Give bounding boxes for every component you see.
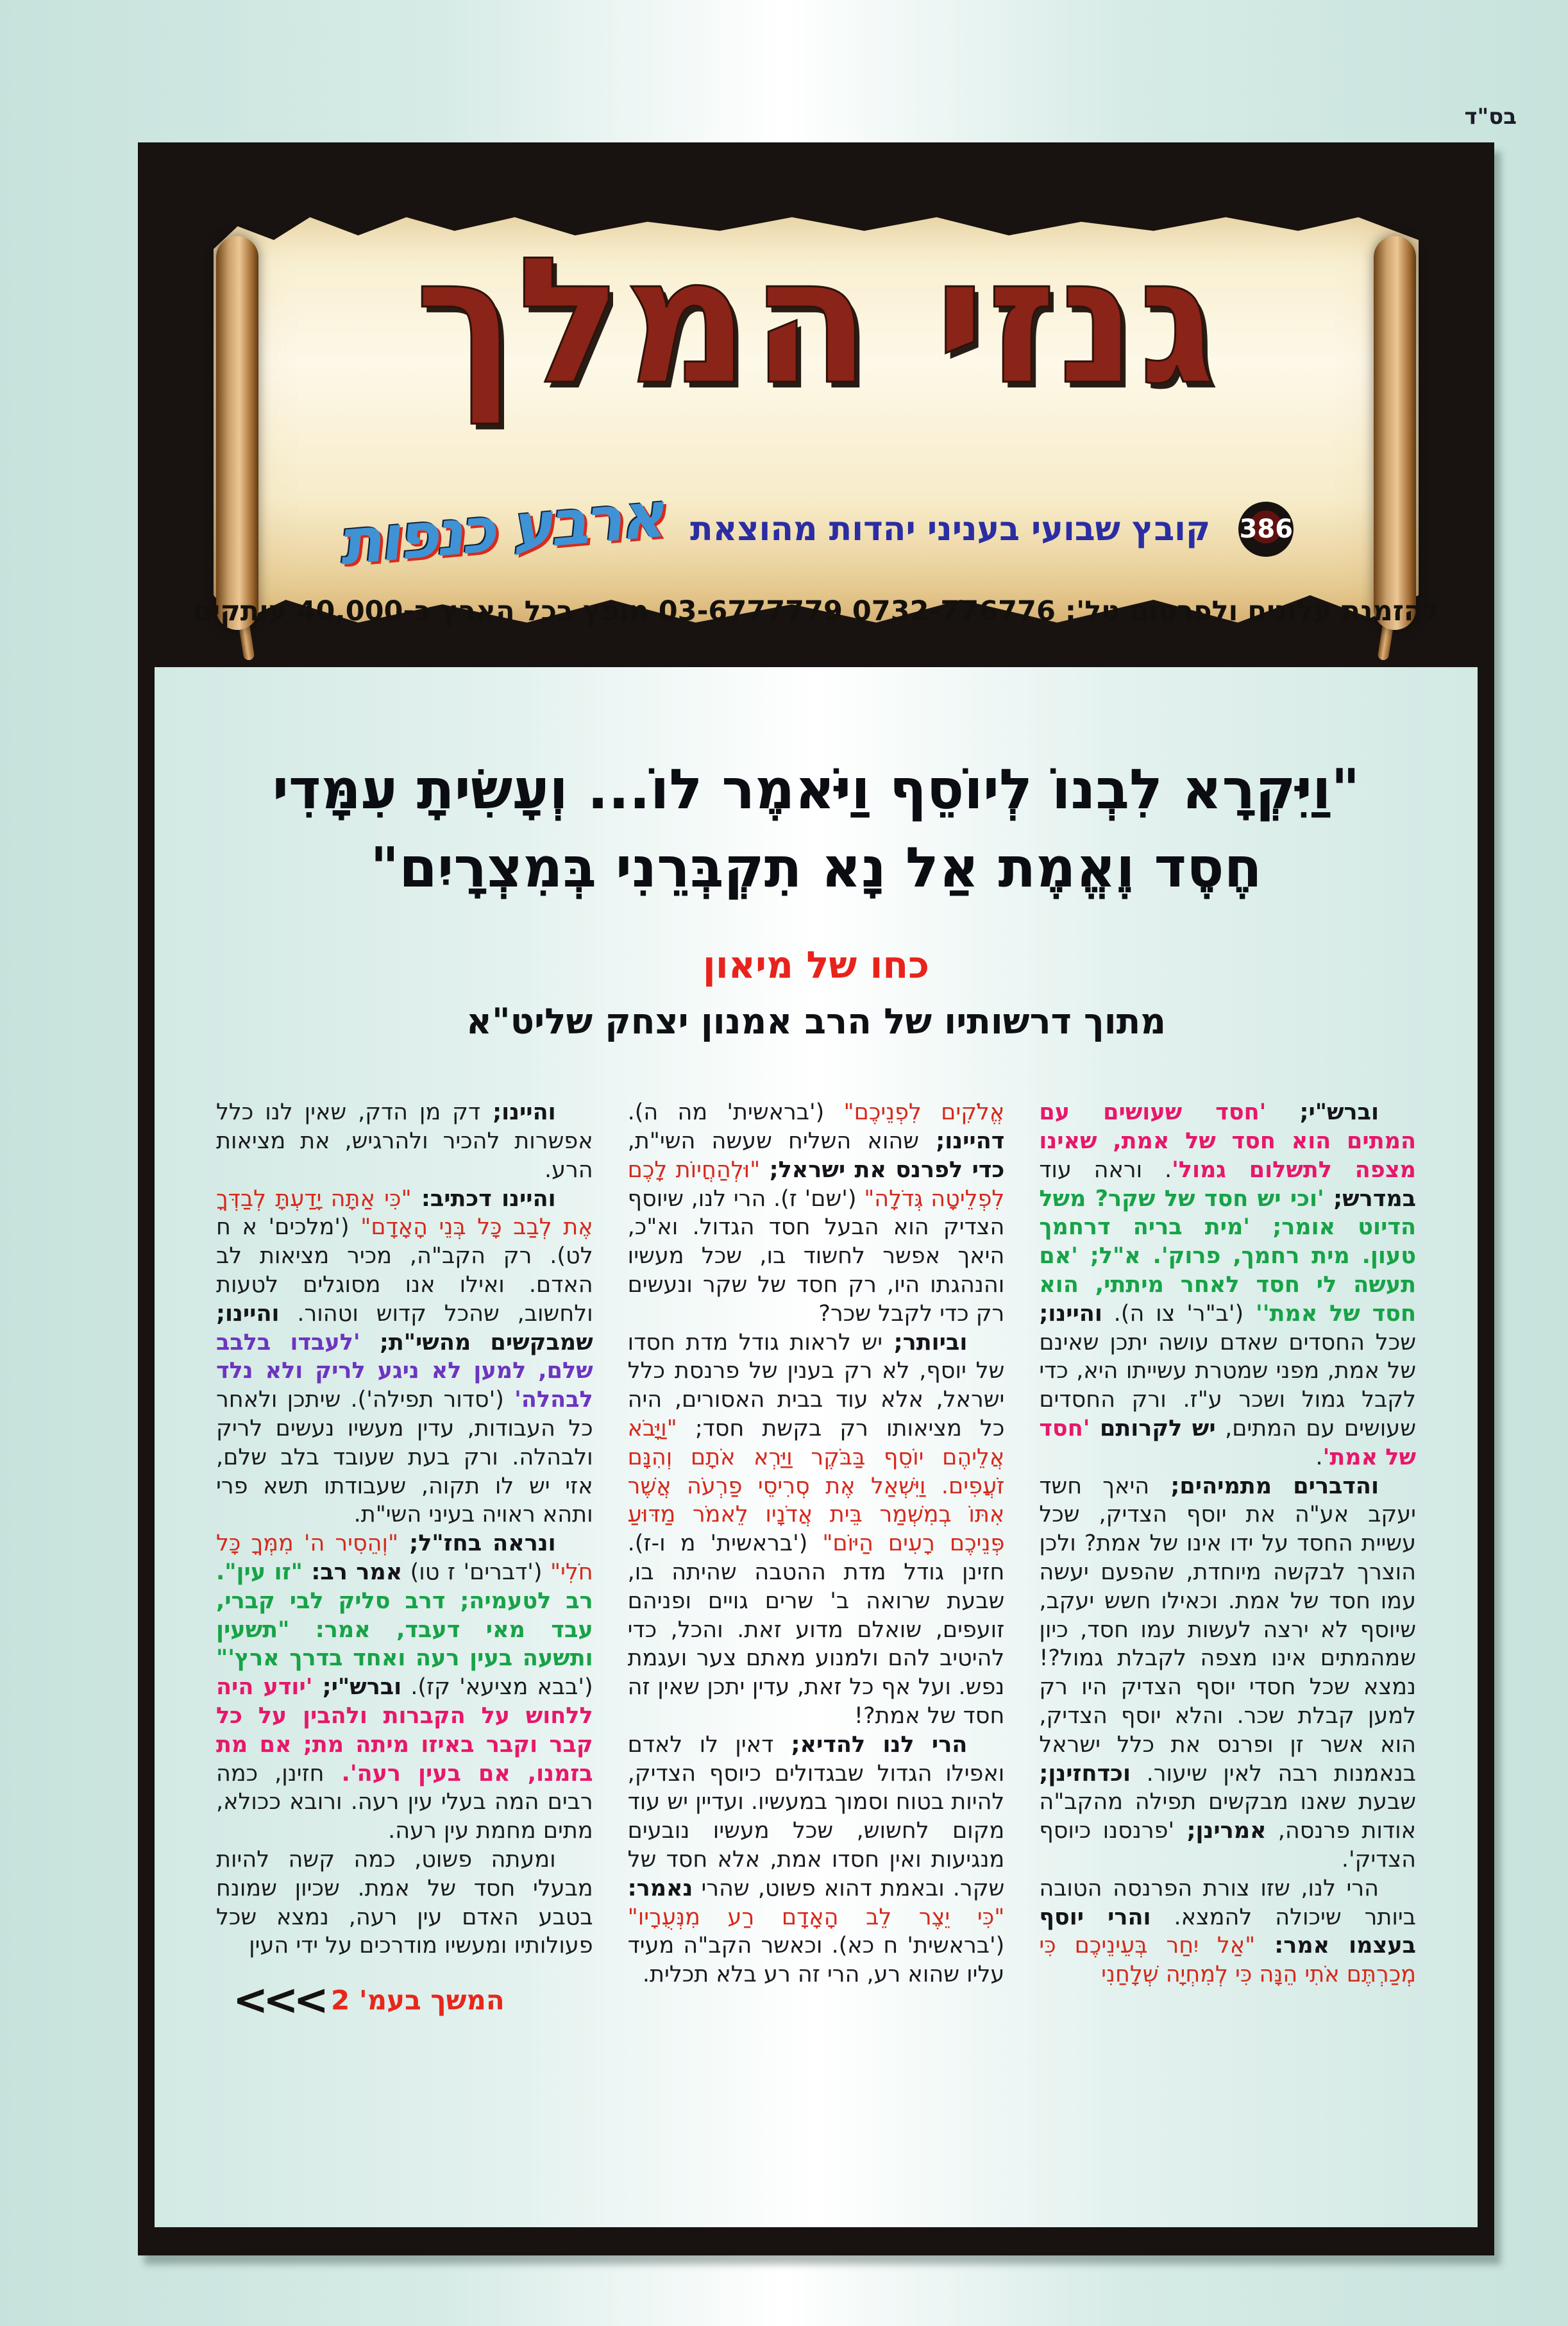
text-run: וביותר; [882,1329,968,1355]
text-run: דהיינו; [919,1128,1005,1155]
text-run: "זו עין". רב לטעמיה; דרב סליק לבי קברי, עבד מאי דעבד, אמר: "תשעין ותשעה בעין רעה ואחד בדרך ארץ'" [215,1559,593,1672]
text-run: 'יודע היה ללחוש על הקברות ולהבין על כל קבר וקבר באיזו מיתה מת; אם מת בזמנו, אם בעין רעה'. [215,1674,593,1787]
text-run: וברש"י; [312,1674,402,1701]
text-run: "כִּי אַתָּה יָדַעְתָּ לְבַדְּךָ אֶת לְבַב כָּל בְּנֵי הָאָדָם" [215,1185,593,1241]
text-run: ונראה בחז"ל; [398,1531,556,1557]
verse-line-1: "וַיִּקְרָא לִבְנוֹ לְיוֹסֵף וַיֹּאמֶר לוֹ... וְעָשִׂיתָ עִמָּדִי [272,758,1360,822]
paragraph [216,1098,593,1184]
text-run: ('מלכים' א ח לט). רק הקב"ה, מכיר מציאות לב האדם. ואילו אנו מסוגלים לטעות ולחשוב, שהכל קדוש וטהור. [215,1214,593,1327]
text-run: 'חסד של אמת' [1039,1415,1416,1470]
text-run: "כִּי יֵצֶר לֵב הָאָדָם רַע מִנְּעֻרָיו" [627,1904,1005,1930]
text-run: והדברים מתמיהים; [1149,1473,1379,1499]
paragraph [628,1098,1005,1328]
torah-verse-headline [155,751,1478,907]
text-run: כדי לפרנס את ישראל; [760,1157,1005,1183]
text-run: 'לעבדו בלבב שלם, למען לא ניגע לריק ולא נלד לבהלה' [215,1329,593,1413]
text-run: ('בראשית' מ ו-ז). חזינן גודל מדת ההטבה שהיתה בו, שבעת שרואה ב' שרים גויים ופניהם זועפים, שואלם מדוע זאת. והכל, כדי להיטיב להם ולמנוע מאתם צער ועגמת נפש. ועל אף כל זאת, עדין יתכן שאין זה חסד של אמת?! [627,1531,1005,1729]
page-content [155,751,1478,2028]
text-run: ('ב"ר' צו ה). [1102,1300,1244,1327]
column-right [1039,1098,1416,2027]
text-run: ('סדור תפילה'). שיתכן ולאחר כל העבודות, עדין מעשיו נעשים לריק ולבהלה. ורק בעת שעובד בלב שלם, אזי יש לו תקוה, שעבודתו תשא פרי ותהא ראויה בעיני השי"ת. [215,1387,593,1528]
tagline: קובץ שבועי בעניני יהדות מהוצאת [690,510,1211,548]
verse-line-2: חֶסֶד וֶאֱמֶת אַל נָא תִקְבְּרֵנִי בְּמִצְרָיִם" [370,836,1262,901]
text-run: 'חסד שעושים עם המתים הוא חסד של אמת, שאינו מצפה לתשלום גמול' [1039,1099,1416,1183]
text-run: 'פרנסנו כיוסף הצדיק'. [1039,1818,1416,1872]
continuation-arrows-icon: <<< [232,1975,324,2025]
text-run: והיינו; [480,1099,556,1126]
text-run: והיינו דכתיב: [411,1185,556,1212]
text-run: ('בראשית' ח כא). וכאשר הקב"ה מעיד עליו שהוא רע, הרי זה רע בלא תכלית. [627,1933,1005,1988]
continued-on-page-note [216,1973,593,2027]
paragraph [1039,1874,1416,1989]
text-run: והיינו; שמבקשים מהשי"ת; [215,1300,593,1355]
paragraph [628,1731,1005,1989]
text-run: שכל החסדים שאדם עושה יתכן שאינם של אמת, מפני שמטרת עשייתו היא, כדי לקבל גמול ושכר ע"ז. ורק החסדים שעושים עם המתים, [1039,1329,1417,1441]
bsd-label: בס"ד [1464,104,1517,130]
text-run: "וַיָּבֹא אֲלֵיהֶם יוֹסֵף בַּבֹּקֶר וַיַּרְא אֹתָם וְהִנָּם זֹעֲפִים. וַיִּשְׁאַל אֶת סְרִיסֵי פַרְעֹה אֲשֶׁר אִתּוֹ בְמִשְׁמַר בֵּית אֲדֹנָיו לֵאמֹר מַדּוּעַ פְּנֵיכֶם רָעִים הַיּוֹם" [627,1415,1005,1557]
text-run: 'וכי יש חסד של שקר? משל הדיוט אומר; 'מית בריה דרחמך טעון. מית רחמך, פרוק'. א"ל; 'אם תעשה לי חסד לאחר מיתתי, הוא חסד של אמת'' [1039,1185,1417,1327]
continuation-label: המשך בעמ' 2 [331,1984,505,2016]
text-run: ('בראשית' מה ה). [627,1099,825,1126]
issue-number: 386 [1239,514,1294,544]
text-run: "וְהֵסִיר ה' מִמְּךָ כָּל חֹלִי" [215,1531,593,1585]
text-run: שבעת שאנו מבקשים תפילה מהקב"ה אודות פרנסה, [1039,1789,1416,1844]
text-run: חזינן, כמה רבים המה בעלי עין רעה. ורובא ככולא, מתים מחמת עין רעה. [215,1760,593,1844]
text-run: והרי יוסף בעצמו אמר: [1039,1904,1416,1959]
text-run: היאך חשד יעקב אע"ה את יוסף הצדיק, שכל עשיית החסד על ידו אינו של אמת? ולכן הוצרך לבקשה מיוחדת, שהפעם יעשה עמו חסד של אמת. וכאילו חשש יעקב, שיוסף לא ירצה לעשות עמו חסד, כיון שמהמתים אינו מצפה לקבלת גמול?! נמצא שכל חסדי יוסף הצדיק היו רק למען קבלת שכר. והלא יוסף הצדיק, הוא אשר זן ופרנס את כלל ישראל בנאמנות רבה לאין שיעור. [1039,1473,1416,1787]
header-banner [155,159,1478,667]
column-middle [628,1098,1005,2027]
text-run: ('דברים' ז טו) [402,1559,543,1585]
text-run: וכדחזינן; [1039,1760,1131,1787]
text-run: אמרינן; [1174,1818,1267,1844]
text-run: . [1315,1444,1323,1470]
text-run: יש לקרותם [1090,1415,1216,1441]
column-left [216,1098,593,2027]
text-run: אֱלֹקִים לִפְנֵיכֶם" [824,1099,1005,1126]
publication-title: גנזי המלך [414,221,1218,423]
tagline-row [155,479,1478,580]
text-run: . וראה עוד [1039,1157,1172,1183]
paragraph [216,1846,593,1960]
text-run: והיינו; [1039,1300,1102,1327]
text-run: "אַל יִחַר בְּעֵינֵיכֶם כִּי מְכַרְתֶּם אֹתִי הֵנָּה כִּי לְמִחְיָה שְׁלָחַנִי [1039,1933,1416,1988]
pamphlet-frame [138,142,1494,2255]
paragraph [216,1185,593,1530]
text-run: ומעתה פשוט, כמה קשה להיות מבעלי חסד של אמת. שכיון שמונח בטבע האדם עין רעה, נמצא שכל פעולותיו ומעשיו מודרכים על ידי העין [215,1846,593,1959]
paragraph [1039,1098,1416,1472]
article-byline: מתוך דרשותיו של הרב אמנון יצחק שליט"א [466,1001,1167,1042]
text-run: במדרש; [1324,1185,1416,1212]
article-heading: כחו של מיאון [702,943,930,987]
publisher-logo: ארבע כנפות [335,479,665,580]
contact-line: להזמנת עלונים ולפרסום טל': 0732-776776 03-6777779 מופץ בכל הארץ ב-40,000 עותקים [192,595,1440,627]
text-run: שהוא השליח שעשה השי"ת, [627,1128,920,1155]
text-run: הרי לנו להדיא; [773,1731,968,1758]
text-run: דק מן הדק, שאין לנו כלל אפשרות להכיר ולהרגיש, את מציאות הרע. [215,1099,593,1183]
text-run: נאמר: [627,1875,693,1901]
text-run: "וּלְהַחֲיוֹת לָכֶם לִפְלֵיטָה גְּדֹלָה" [627,1157,1005,1212]
text-run: דאין לו לאדם ואפילו הגדול שבגדולים כיוסף הצדיק, להיות בטוח וסמוך במעשיו. ועדיין יש עוד מקום לחשוש, שכל מעשיו נובעים מנגיעות ואין חסדו אמת, אלא חסד של שקר. ובאמת דהוא פשוט, שהרי [627,1731,1005,1901]
paragraph [628,1329,1005,1731]
text-run: יש לראות גודל מדת חסדו של יוסף, לא רק בענין של פרנסת כלל ישראל, אלא עוד בבית האסורים, היה כל מציאותו רק בקשת חסד; [627,1329,1005,1441]
text-run: וברש"י; [1266,1099,1379,1126]
paragraph [216,1529,593,1846]
text-run: הרי לנו, שזו צורת הפרנסה הטובה ביותר שיכולה להמצא. [1039,1875,1416,1930]
text-run: אמר רב: [302,1559,403,1585]
text-run: ('שם' ז). הרי לנו, שיוסף הצדיק הוא הבעל חסד הגדול. וא"כ, היאך אפשר לחשוד בו, שכל מעשיו והנהגתו היו, רק חסד של שקר ונעשים רק כדי לקבל שכר? [627,1185,1005,1327]
article-columns [216,1098,1416,2027]
issue-number-badge [1238,502,1294,557]
text-run: ('בבא מציעא' קז). [401,1674,593,1701]
paragraph [1039,1472,1416,1874]
